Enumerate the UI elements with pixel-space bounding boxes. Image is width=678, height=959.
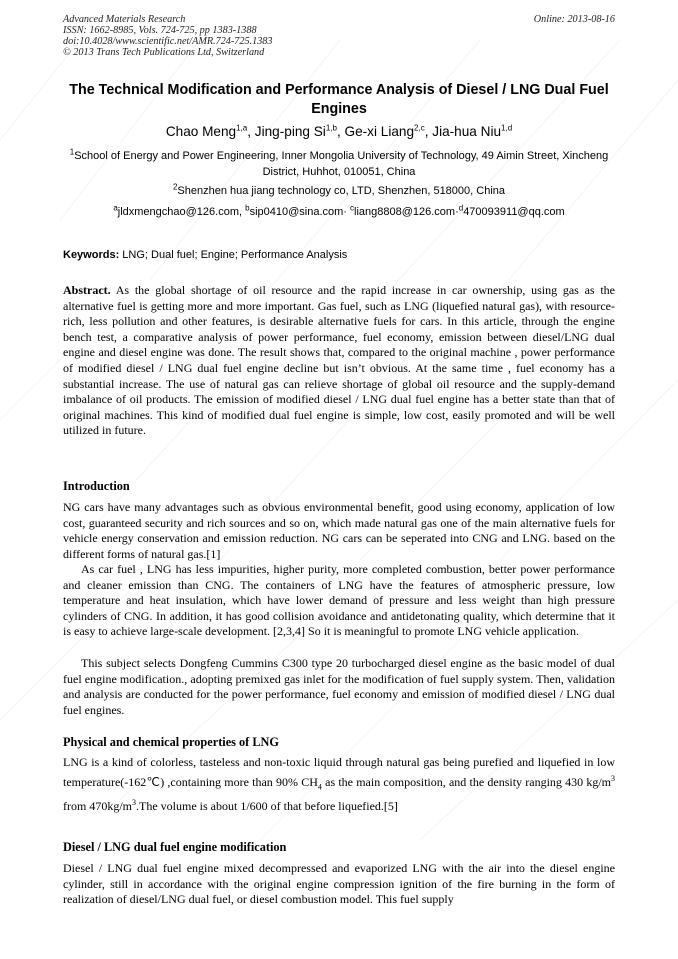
body-paragraph: NG cars have many advantages such as obvious environmental benefit, good using economy, application of low cost, guaranteed security and rich sources and so on, which made natural gas one of the main alternative fuels for vehicle energy conservation and emission reduction. NG cars can be seperated into CNG and LNG. based on the different forms of natural gas.[1] <box>63 500 615 561</box>
abstract <box>63 283 615 439</box>
body-paragraph: This subject selects Dongfeng Cummins C300 type 20 turbocharged diesel engine as the basic model of dual fuel engine modification., adopting premixed gas inlet for the modification of fuel supply system. Then, validation and analysis are conducted for the power performance, fuel economy and emission of modified diesel / LNG dual fuel engines. <box>63 656 615 717</box>
author-affiliation-mark: 1,b <box>325 123 337 133</box>
affiliation-1 <box>63 148 615 180</box>
text-run: LNG is a kind of colorless, tasteless and non-toxic liquid through natural gas being purefied and liquefied in low temperature(-162℃) ,containing more than 90% CH <box>63 755 615 789</box>
author-list: Chao Meng$^{1,a}$, Jing-ping Si$^{1,b}$, Ge-xi Liang$^{2,c}$, Jia-hua Niu$^{1,d}$ <box>165 123 513 139</box>
superscript: 3 <box>132 797 136 807</box>
email-mark: a <box>113 203 118 213</box>
subscript: 4 <box>317 781 322 791</box>
text-run: as the main composition, and the density ranging 430 kg/m <box>321 774 611 789</box>
keywords-label: Keywords: <box>63 249 120 261</box>
author-affiliation-mark: 1,d <box>501 123 513 133</box>
author-name: Ge-xi Liang <box>344 124 415 139</box>
keywords <box>63 248 615 263</box>
email-address[interactable]: sip0410@sina.com· <box>249 206 350 218</box>
affiliation-mark: 2 <box>172 182 178 192</box>
superscript: 3 <box>611 773 615 783</box>
email-mark: d <box>458 203 464 213</box>
abstract-text: As the global shortage of oil resource and the rapid increase in car ownership, using gas as the alternative fuel is getting more and more important. Gas fuel, such as LNG (liquefied natural gas), with resource-rich, less pollution and other features, is desirable alternative fuels for cars. In this article, through the engine bench test, a comparative analysis of power performance, fuel economy, emission between diesel/LNG dual engine and diesel engine was done. The result shows that, compared to the original machine , power performance of modified diesel / LNG dual fuel engine decline but isn’t obvious. At the same time , fuel economy has a substantial increase. The use of natural gas can relieve shortage of global oil resource and the supply-demand imbalance of oil products. The emission of modified diesel / LNG dual fuel engine has a better state than that of original machines. This kind of modified dual fuel engine is simple, low cost, easily promoted and will be well utilized in future. <box>63 283 615 438</box>
online-date: Online: 2013-08-16 <box>533 14 615 25</box>
body-paragraph: As car fuel , LNG has less impurities, higher purity, more completed combustion, better power performance and cleaner emission than CNG. The containers of LNG have the features of atmospheric pressure, low temperature and heat insulation, which have lower demand of pressure and less weight than high pressure cylinders of CNG. In addition, it has good collision avoidance and antidetonating quality, which determine that it is easy to achieve large-scale development. [2,3,4] So it is meaningful to promote LNG vehicle application. <box>63 562 615 639</box>
body-paragraph <box>63 755 615 814</box>
affiliation-text: School of Energy and Power Engineering, Inner Mongolia University of Technology, 49 Aimin Street, Xincheng District, Huhhot, 010051, China <box>74 150 609 178</box>
email-address[interactable]: liang8808@126.com· <box>354 206 459 218</box>
body-paragraph: Diesel / LNG dual fuel engine mixed decompressed and evaporized LNG with the air into the diesel engine cylinder, still in accordance with the original engine compression ignition of the fire burning in the form of realization of diesel/LNG dual fuel, or diesel combustion model. This fuel supply <box>63 861 615 907</box>
author-affiliation-mark: 1,a <box>236 123 248 133</box>
author-name: Chao Meng <box>165 124 237 139</box>
affiliation-text: Shenzhen hua jiang technology co, LTD, Shenzhen, 518000, China <box>177 185 506 197</box>
section-heading-engine-modification: Diesel / LNG dual fuel engine modification <box>63 840 287 854</box>
section-heading-physical-properties: Physical and chemical properties of LNG <box>63 735 279 749</box>
journal-header <box>63 14 423 58</box>
affiliation-mark: 1 <box>69 147 75 157</box>
affiliation-2 <box>63 183 615 199</box>
author-emails <box>63 204 615 220</box>
email-mark: c <box>350 203 354 213</box>
keywords-text: LNG; Dual fuel; Engine; Performance Analysis <box>119 249 348 261</box>
text-run: from 470kg/m <box>63 798 132 813</box>
text-run: .The volume is about 1/600 of that before liquefied.[5] <box>136 798 398 813</box>
abstract-label: Abstract. <box>63 283 111 297</box>
author-affiliation-mark: 2,c <box>414 123 425 133</box>
email-mark: b <box>245 203 250 213</box>
section-heading-introduction: Introduction <box>63 479 130 493</box>
journal-name: Advanced Materials Research <box>63 14 186 25</box>
author-name: Jing-ping Si <box>254 124 326 139</box>
issn-line: ISSN: 1662-8985, Vols. 724-725, pp 1383-1388 <box>63 25 257 36</box>
doi-line: doi:10.4028/www.scientific.net/AMR.724-725.1383 <box>63 36 273 47</box>
email-address[interactable]: 470093911@qq.com <box>463 206 565 218</box>
email-address[interactable]: jldxmengchao@126.com, <box>117 206 246 218</box>
paper-title: The Technical Modification and Performance Analysis of Diesel / LNG Dual Fuel Engines <box>69 82 609 117</box>
author-name: Jia-hua Niu <box>432 124 502 139</box>
copyright-line: © 2013 Trans Tech Publications Ltd, Switzerland <box>63 47 265 58</box>
